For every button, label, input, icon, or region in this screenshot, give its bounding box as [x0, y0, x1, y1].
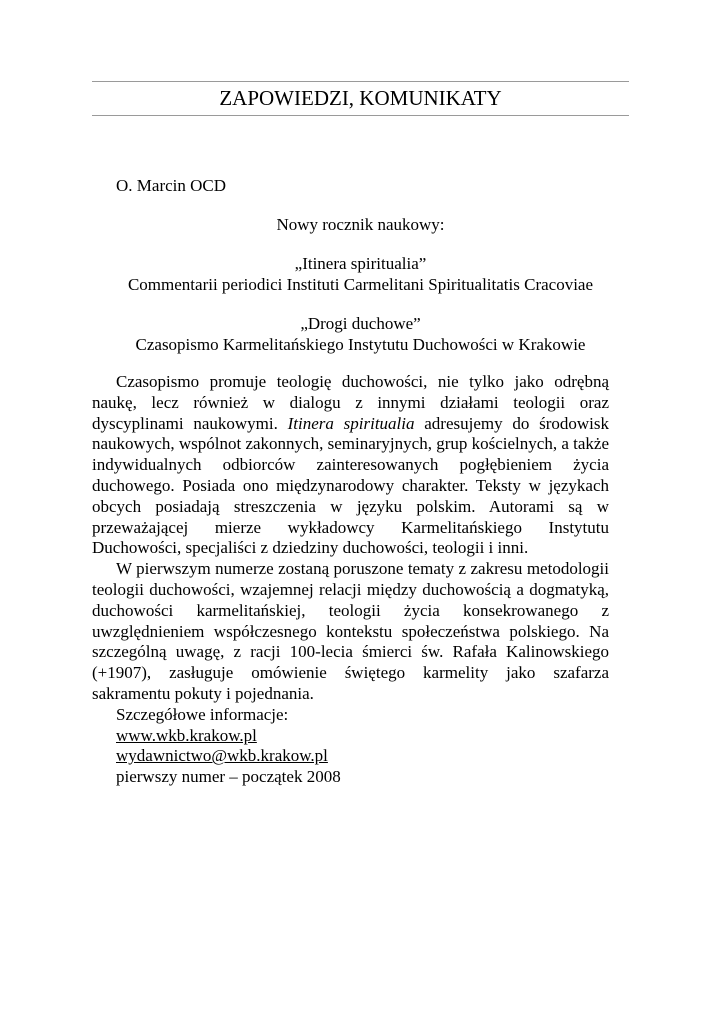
website-link[interactable]: www.wkb.krakow.pl	[116, 725, 257, 745]
p1-text-end: adresujemy do środowisk naukowych, wspólnot zakonnych, seminaryjnych, grup kościelnych, a także indywidualnych odbiorców zainteresowanych pogłębieniem życia duchowego. Posiada ono międzynarodowy charakter. Teksty w językach obcych posiadają streszczenia w języku polskim. Autorami są w przeważającej mierze wykładowcy Karmelitańskiego Instytutu Duchowości, specjaliści z dziedziny duchowości, teologii i inni.	[92, 413, 609, 558]
body-paragraph-2: W pierwszym numerze zostaną poruszone tematy z zakresu metodologii teologii duchowości, wzajemnej relacji między duchowością a dogmatyką, duchowości karmelitańskiej, teologii życia konsekrowanego z uwzględnieniem współczesnego kontekstu społeczeństwa polskiego. Na szczególną uwagę, z racji 100-lecia śmierci św. Rafała Kalinowskiego (+1907), zasługuje omówienie świętego karmelity jako szafarza sakramentu pokuty i pojednania.	[92, 559, 609, 703]
body-text	[92, 372, 609, 788]
journal-polish-title: „Drogi duchowe”	[300, 314, 421, 333]
body-paragraph-1	[92, 372, 609, 559]
announcement-intro: Nowy rocznik naukowy:	[276, 215, 445, 234]
page-title: ZAPOWIEDZI, KOMUNIKATY	[219, 86, 502, 110]
header-top-rule	[92, 81, 629, 82]
polish-title-block	[92, 313, 629, 355]
email-link[interactable]: wydawnictwo@wkb.krakow.pl	[116, 746, 328, 766]
header-bottom-rule	[92, 115, 629, 116]
info-label: Szczegółowe informacje:	[116, 704, 289, 724]
journal-polish-subtitle: Czasopismo Karmelitańskiego Instytutu Duchowości w Krakowie	[135, 335, 586, 354]
author: O. Marcin OCD	[116, 176, 227, 195]
first-issue-note: pierwszy numer – początek 2008	[116, 767, 341, 787]
p1-text-start: Czasopismo promuje teologię duchowości, nie tylko jako odrębną naukę, lecz również w dialogu z innymi działami teologii oraz dyscyplinami naukowymi.	[92, 372, 609, 433]
journal-latin-subtitle: Commentarii periodici Instituti Carmelitani Spiritualitatis Cracoviae	[127, 275, 594, 294]
latin-title-block	[92, 253, 629, 295]
p1-italic-journal-name: Itinera spiritualia	[287, 413, 415, 433]
journal-latin-title: „Itinera spiritualia”	[294, 254, 427, 273]
